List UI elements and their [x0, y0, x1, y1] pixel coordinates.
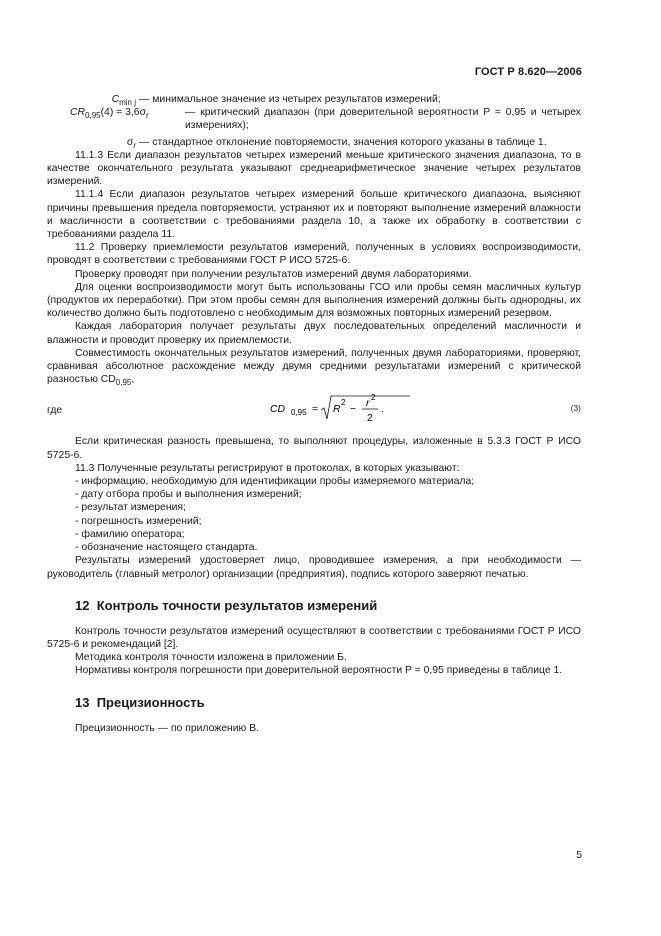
- formula-end: .: [381, 404, 384, 416]
- para-certify: Результаты измерений удостоверяет лицо, проводившее измерения, а при необходимости — руководитель (главный метролог) организации (предприятия), подпись которого заверяют печатью.: [47, 555, 581, 580]
- doc-code-header: ГОСТ Р 8.620—2006: [474, 66, 582, 78]
- formula-lhs-sub: 0,95: [291, 408, 307, 418]
- para-exceeded: Если критическая разность превышена, то выполняют процедуры, изложенные в 5.3.3 ГОСТ Р ИСО 5725-6.: [47, 436, 581, 461]
- formula-r-exp: 2: [341, 398, 346, 408]
- section-13-para-1: Прецизионность — по приложению В.: [75, 722, 260, 734]
- list-item: - результат измерения;: [75, 502, 186, 514]
- page-content: [47, 93, 581, 735]
- formula-eq: =: [312, 404, 319, 416]
- para-11-1-3: 11.1.3 Если диапазон результатов четырех измерений меньше критического значения диапазона, то в качестве окончательного результата указывают среднеарифметическое значение четырех результатов измерений.: [47, 149, 581, 188]
- formula-number: (3): [570, 403, 581, 414]
- para-11-3: 11.3 Полученные результаты регистрируют в протоколах, в которых указывают:: [75, 462, 460, 474]
- para-11-1-4: 11.1.4 Если диапазон результатов четырех измерений больше критического диапазона, выясняют причины превышения предела повторяемости, устраняют их и повторяют выполнение измерений влажности и масличности в соответствии с требованиями раздела 10, а также их обработку в соответствии с требованиями раздела 11.: [47, 189, 581, 241]
- para-compatibility: Совместимость окончательных результатов измерений, полученных двумя лабораториями, проверяют, сравнивая абсолютное расхождение между двумя средними результатами измерений с критической разностью $CD_{0,95}$,: [47, 347, 581, 388]
- list-item: - дату отбора пробы и выполнения измерений;: [75, 489, 302, 501]
- formula-expression: [270, 391, 430, 431]
- section-12-para-2: Методика контроля точности изложена в приложении Б.: [75, 652, 347, 664]
- page-number: 5: [576, 850, 582, 861]
- formula-3: [47, 391, 581, 431]
- section-12-para-3: Нормативы контроля погрешности при доверительной вероятности P = 0,95 приведены в таблице 1.: [75, 665, 563, 677]
- para-check: Проверку проводят при получении результатов измерений двумя лабораториями.: [75, 268, 472, 280]
- formula-num: r: [366, 398, 370, 410]
- formula-where: где: [47, 405, 63, 417]
- section-13-heading: 13 Прецизионность: [75, 694, 205, 710]
- list-item: - погрешность измерений;: [75, 515, 202, 527]
- formula-lhs: CD: [270, 404, 286, 416]
- formula-minus: −: [350, 404, 357, 416]
- definition-cmin: $C_{min j}$ — минимальное значение из четырех результатов измерений;: [111, 94, 441, 107]
- para-11-2: 11.2 Проверку приемлемости результатов измерений, полученных в условиях воспроизводимости, проводят в соответствии с требованиями ГОСТ Р ИСО 5725-6.: [47, 242, 581, 267]
- definition-sigma: $\sigma_r$ — стандартное отклонение повторяемости, значения которого указаны в таблице 1.: [126, 136, 547, 150]
- list-item: - информацию, необходимую для идентификации пробы измеряемого материала;: [75, 476, 475, 488]
- definition-cr: $CR_{0,95}(4) = 3,6\sigma_r$ — критический диапазон (при доверительной вероятности P = 0,95 и четырех измерениях);: [70, 107, 581, 132]
- para-gso: Для оценки воспроизводимости могут быть использованы ГСО или пробы семян масличных культур (продуктов их переработки). При этом пробы семян для выполнения измерений должны быть однородны, их количество должно быть подготовлено с необходимым для возможных повторных измерений резервом.: [47, 281, 581, 320]
- formula-num-exp: 2: [371, 393, 376, 403]
- list-item: - фамилию оператора;: [75, 528, 185, 540]
- section-12-para-1: Контроль точности результатов измерений осуществляют в соответствии с требованиями ГОСТ Р ИСО 5725-6 и рекомендаций [2].: [47, 625, 581, 650]
- protocol-list: [47, 475, 581, 554]
- formula-den: 2: [367, 413, 373, 425]
- list-item: - обозначение настоящего стандарта.: [75, 542, 258, 554]
- formula-r: R: [333, 404, 341, 416]
- para-lab: Каждая лаборатория получает результаты двух последовательных определений масличности и влажности и проводит проверку их приемлемости.: [47, 321, 581, 346]
- section-12-heading: 12 Контроль точности результатов измерений: [75, 597, 378, 613]
